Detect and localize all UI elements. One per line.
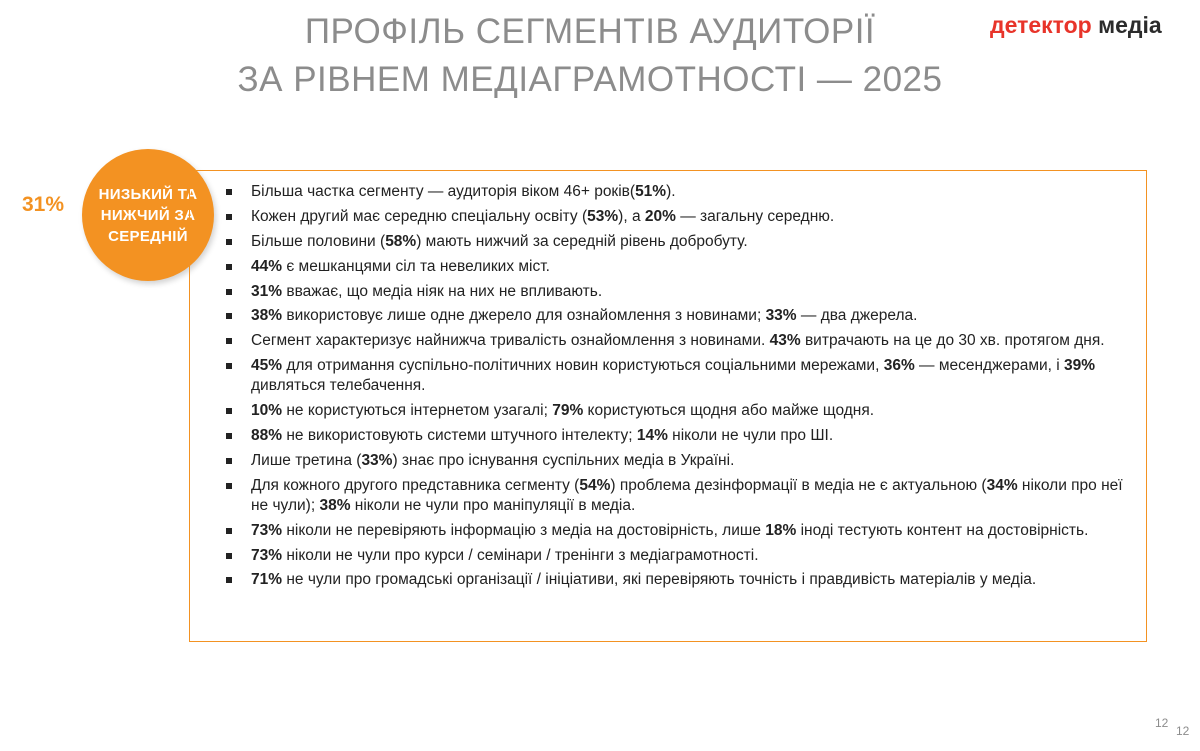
list-item [224, 401, 1124, 421]
list-item [224, 257, 1124, 277]
highlight-value: 34% [986, 476, 1018, 494]
list-item [224, 476, 1124, 516]
highlight-value: 53% [587, 207, 619, 225]
list-item-text: Більша частка сегменту — аудиторія віком 46+ років( [251, 183, 636, 200]
list-item-text: ), а [618, 207, 645, 225]
list-item-text: ніколи про неї не чули); [251, 476, 1123, 514]
highlight-value: 44% [251, 257, 283, 275]
list-item-text: Лише третина ( [251, 451, 362, 469]
list-item [224, 426, 1124, 446]
list-item-text: ніколи не перевіряють інформацію з медіа на достовірність, лише [282, 521, 766, 539]
highlight-value: 33% [765, 307, 797, 325]
list-item-text: ) знає про існування суспільних медіа в Україні. [392, 451, 735, 469]
list-item [224, 451, 1124, 471]
list-item [224, 282, 1124, 302]
list-item [224, 182, 1124, 202]
list-item-text: для отримання суспільно-політичних новин користуються соціальними мережами, [282, 357, 884, 375]
list-item-text: витрачають на це до 30 хв. протягом дня. [800, 332, 1105, 350]
highlight-value: 20% [644, 207, 676, 225]
highlight-value: 54% [579, 476, 611, 494]
list-item-text: не чули про громадські організації / ініціативи, які перевіряють точність і правдивість матеріалів у медіа. [282, 571, 1037, 589]
list-item-text: — два джерела. [796, 307, 918, 325]
list-item-text: не користуються інтернетом узагалі; [282, 402, 553, 420]
list-item [224, 207, 1124, 227]
segment-label: НИЗЬКИЙ ТА НИЖЧИЙ ЗА СЕРЕДНІЙ [98, 185, 198, 245]
segment-percent: 31% [22, 193, 65, 216]
segment-profile-list [224, 182, 1124, 595]
highlight-value: 79% [552, 402, 584, 420]
list-item-text: ніколи не чули про маніпуляції в медіа. [350, 496, 636, 514]
list-item-text: не використовують системи штучного інтелекту; [282, 427, 637, 445]
list-item-text: ) проблема дезінформації в медіа не є актуальною ( [610, 476, 987, 494]
list-item-text: вважає, що медіа ніяк на них не впливають. [282, 282, 603, 300]
list-item-text: Для кожного другого представника сегменту ( [251, 476, 580, 494]
slide-title-line-1: ПРОФІЛЬ СЕГМЕНТІВ АУДИТОРІЇ [304, 12, 876, 51]
list-item-text: користуються щодня або майже щодня. [583, 402, 875, 420]
highlight-value: 73% [251, 521, 283, 539]
list-item-text: ніколи не чули про курси / семінари / тренінги з медіаграмотності. [282, 546, 759, 564]
list-item [224, 331, 1124, 351]
highlight-value: 73% [251, 546, 283, 564]
highlight-value: 39% [1064, 357, 1096, 375]
highlight-value: 58% [385, 232, 417, 250]
slide-title-line-2: ЗА РІВНЕМ МЕДІАГРАМОТНОСТІ — 2025 [237, 60, 943, 99]
detector-media-logo [990, 12, 1162, 39]
list-item-text: ніколи не чули про ШІ. [667, 427, 834, 445]
highlight-value: 38% [251, 307, 283, 325]
list-item [224, 546, 1124, 566]
list-item [224, 356, 1124, 396]
highlight-value: 88% [251, 427, 283, 445]
highlight-value: 71% [251, 571, 283, 589]
highlight-value: 10% [251, 402, 283, 420]
slide-title [170, 8, 1010, 104]
list-item-text: — месенджерами, і [914, 357, 1065, 375]
list-item-text: Більше половини ( [251, 232, 386, 250]
highlight-value: 45% [251, 357, 283, 375]
list-item-text: Кожен другий має середню спеціальну освіту ( [251, 207, 588, 225]
list-item-text: є мешканцями сіл та невеликих міст. [282, 257, 550, 275]
page-number-secondary: 12 [1176, 724, 1190, 738]
highlight-value: 18% [765, 521, 797, 539]
list-item-text: — загальну середню. [675, 207, 835, 225]
highlight-value: 33% [361, 451, 393, 469]
highlight-value: 14% [636, 427, 668, 445]
logo-part-1: детектор [990, 12, 1092, 38]
list-item [224, 306, 1124, 326]
highlight-value: 31% [251, 282, 283, 300]
list-item-text: ) мають нижчий за середній рівень добробуту. [416, 232, 748, 250]
list-item-text: іноді тестують контент на достовірність. [796, 521, 1089, 539]
logo-part-2: медіа [1098, 12, 1162, 38]
highlight-value: 36% [883, 357, 915, 375]
list-item-text: Сегмент характеризує найнижча тривалість ознайомлення з новинами. [251, 332, 770, 350]
list-item [224, 521, 1124, 541]
list-item [224, 570, 1124, 590]
list-item [224, 232, 1124, 252]
page-number: 12 [1155, 716, 1169, 730]
highlight-value: 51% [635, 183, 667, 200]
list-item-text: використовує лише одне джерело для ознайомлення з новинами; [282, 307, 766, 325]
highlight-value: 43% [769, 332, 801, 350]
list-item-text: дивляться телебачення. [251, 377, 426, 395]
list-item-text: ). [666, 183, 676, 200]
highlight-value: 38% [319, 496, 351, 514]
